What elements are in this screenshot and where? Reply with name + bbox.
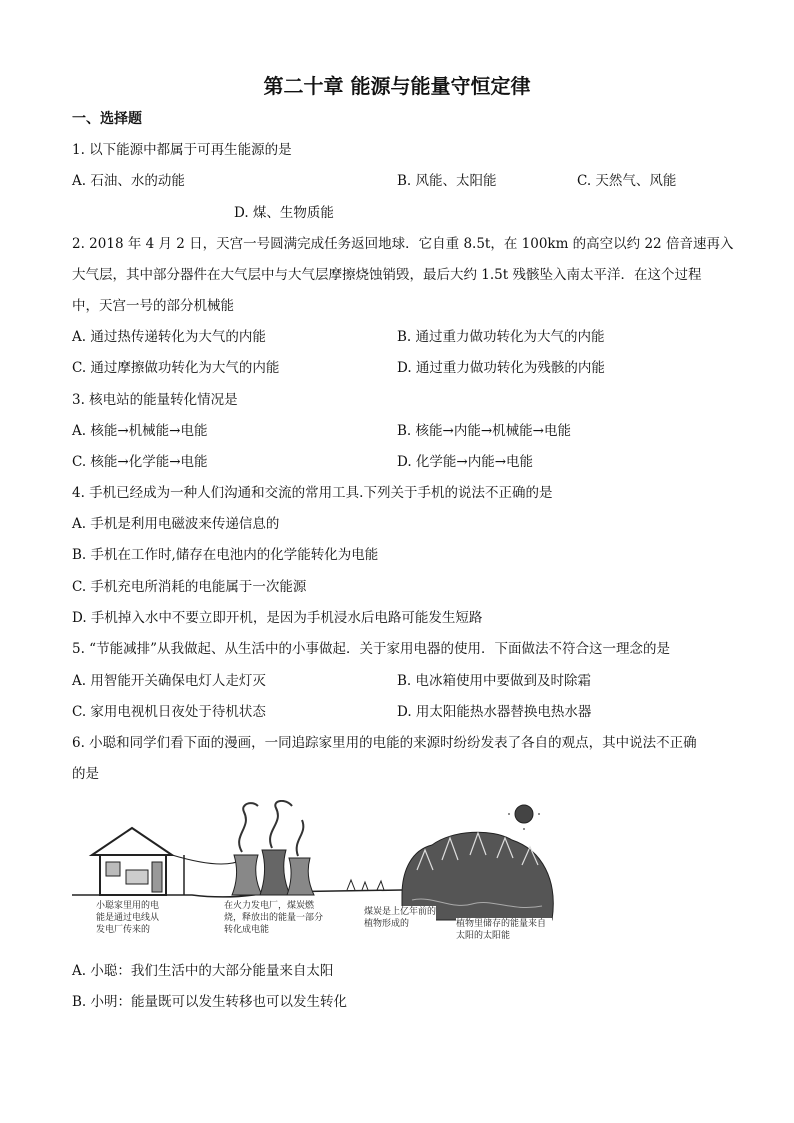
question-1-stem: 1. 以下能源中都属于可再生能源的是	[72, 142, 292, 158]
energy-source-comic	[72, 800, 558, 956]
question-5-stem: 5. “节能减排”从我做起、从生活中的小事做起．关于家用电器的使用．下面做法不符合这一理念的是	[72, 641, 670, 657]
question-6-stem-line1: 6. 小聪和同学们看下面的漫画，一同追踪家里用的电能的来源时纷纷发表了各自的观点，其中说法不正确	[72, 735, 697, 751]
question-6-stem-line2: 的是	[72, 766, 99, 782]
question-2-stem-line2: 大气层，其中部分器件在大气层中与大气层摩擦烧蚀销毁，最后大约 1.5t 残骸坠入南太平洋．在这个过程	[72, 267, 702, 283]
question-2-option-d: D. 通过重力做功转化为残骸的内能	[397, 360, 605, 376]
question-2-stem-line3: 中，天宫一号的部分机械能	[72, 298, 234, 314]
question-4-option-c: C. 手机充电所消耗的电能属于一次能源	[72, 579, 307, 595]
question-1-option-a: A. 石油、水的动能	[72, 173, 185, 189]
comic-caption-1: 小聪家里用的电能是通过电线从发电厂传来的	[96, 900, 162, 936]
comic-caption-2: 在火力发电厂，煤炭燃烧，释放出的能量一部分转化成电能	[224, 900, 328, 936]
question-3-stem: 3. 核电站的能量转化情况是	[72, 392, 238, 408]
question-3-option-d: D. 化学能→内能→电能	[397, 454, 534, 470]
question-1-option-c: C. 天然气、风能	[577, 173, 677, 189]
question-4-option-a: A. 手机是利用电磁波来传递信息的	[72, 516, 280, 532]
question-6-option-b: B. 小明：能量既可以发生转移也可以发生转化	[72, 994, 348, 1010]
question-5-option-c: C. 家用电视机日夜处于待机状态	[72, 704, 266, 720]
question-2-option-c: C. 通过摩擦做功转化为大气的内能	[72, 360, 280, 376]
question-2-stem-line1: 2. 2018 年 4 月 2 日，天宫一号圆满完成任务返回地球．它自重 8.5t，在 100km 的高空以约 22 倍音速再入	[72, 236, 734, 252]
question-4-stem: 4. 手机已经成为一种人们沟通和交流的常用工具.下列关于手机的说法不正确的是	[72, 485, 553, 501]
question-5-option-b: B. 电冰箱使用中要做到及时除霜	[397, 673, 592, 689]
question-3-option-a: A. 核能→机械能→电能	[72, 423, 208, 439]
comic-caption-3: 煤炭是上亿年前的植物形成的	[364, 907, 437, 929]
question-1-option-b: B. 风能、太阳能	[397, 173, 497, 189]
question-3-option-b: B. 核能→内能→机械能→电能	[397, 423, 571, 439]
house-icon	[92, 828, 172, 895]
question-3-option-c: C. 核能→化学能→电能	[72, 454, 208, 470]
comic-caption-4: 植物里储存的能量来自太阳的太阳能	[456, 918, 552, 942]
question-1-option-d: D. 煤、生物质能	[234, 205, 334, 221]
page-title: 第二十章 能源与能量守恒定律	[263, 74, 531, 98]
question-6-option-a: A. 小聪：我们生活中的大部分能量来自太阳	[72, 963, 334, 979]
question-2-option-b: B. 通过重力做功转化为大气的内能	[397, 329, 605, 345]
power-plant-icon	[232, 801, 314, 895]
sun-icon	[508, 800, 540, 830]
question-5-option-d: D. 用太阳能热水器替换电热水器	[397, 704, 592, 720]
question-4-option-d: D. 手机掉入水中不要立即开机，是因为手机浸水后电路可能发生短路	[72, 610, 483, 626]
question-5-option-a: A. 用智能开关确保电灯人走灯灭	[72, 673, 266, 689]
section-heading: 一、选择题	[72, 111, 142, 127]
question-2-option-a: A. 通过热传递转化为大气的内能	[72, 329, 266, 345]
question-4-option-b: B. 手机在工作时,储存在电池内的化学能转化为电能	[72, 547, 379, 563]
